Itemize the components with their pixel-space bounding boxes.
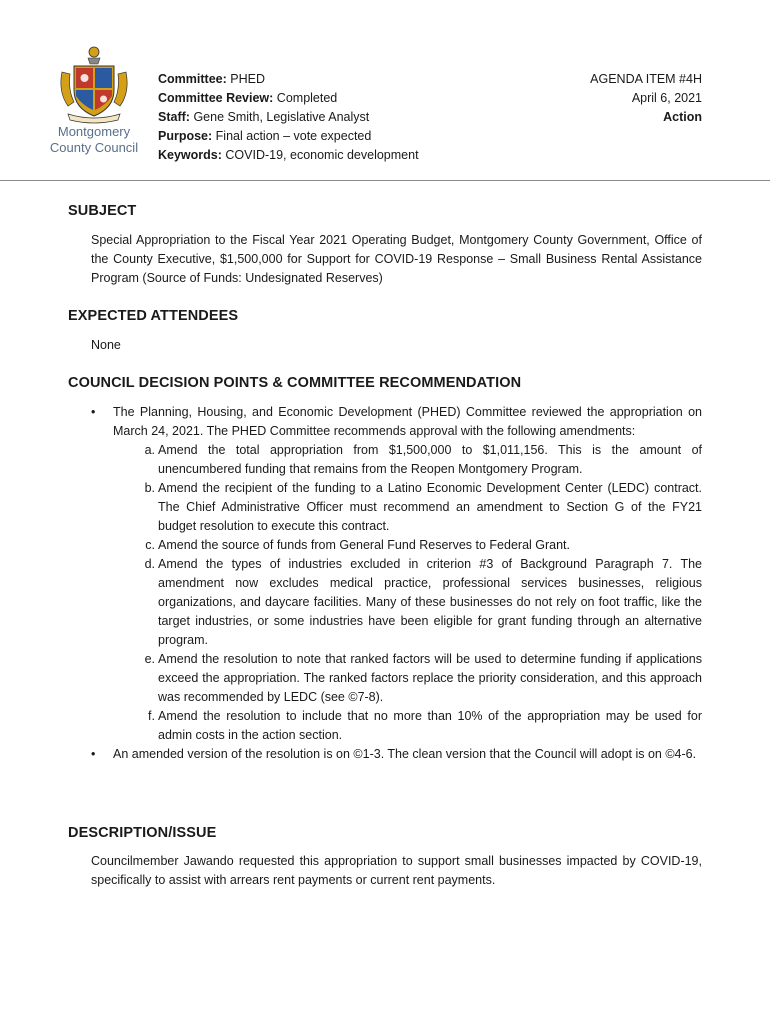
committee-value: PHED	[230, 72, 265, 86]
amendment-item	[113, 707, 702, 745]
keywords-row	[158, 146, 419, 165]
bullet-text: The Planning, Housing, and Economic Development (PHED) Committee reviewed the appropriation on March 24, 2021. The PHED Committee recommends approval with the following amendments:	[113, 405, 702, 438]
council-logo	[44, 42, 144, 156]
review-label: Committee Review:	[158, 91, 274, 105]
amendment-marker: b.	[144, 481, 155, 495]
purpose-label: Purpose:	[158, 129, 213, 143]
purpose-row	[158, 127, 419, 146]
amendment-item	[113, 650, 702, 707]
amendment-item	[113, 441, 702, 479]
amendment-marker: a.	[144, 443, 155, 457]
header-divider	[0, 180, 770, 181]
bullet-symbol: •	[91, 405, 96, 419]
amendment-list	[113, 441, 702, 745]
amendment-marker: e.	[144, 652, 155, 666]
org-name-line1: Montgomery	[57, 124, 131, 139]
county-seal-icon	[54, 42, 134, 124]
amendment-item	[113, 555, 702, 650]
org-name-line2: County Council	[49, 140, 139, 155]
amendment-item	[113, 536, 702, 555]
amendment-text: Amend the total appropriation from $1,500,000 to $1,011,156. This is the amount of unencumbered funding that remains from the Reopen Montgomery Program.	[158, 443, 702, 476]
agenda-date: April 6, 2021	[631, 91, 702, 105]
bullet-symbol: •	[91, 747, 96, 761]
list-item	[91, 745, 702, 764]
amendment-text: Amend the resolution to note that ranked factors will be used to determine funding if applications exceed the appropriation. The ranked factors replace the priority consideration, and this approach was recommended by LEDC (see ©7-8).	[158, 652, 702, 704]
amendment-text: Amend the recipient of the funding to a Latino Economic Development Center (LEDC) contract. The Chief Administrative Officer must recommend an amendment to Section G of the FY21 budget resolution to execute this contract.	[158, 481, 702, 533]
agenda-action: Action	[663, 110, 702, 124]
description-text: Councilmember Jawando requested this appropriation to support small businesses impacted by COVID-19, specifically to assist with arrears rent payments or current rent payments.	[91, 854, 702, 887]
keywords-label: Keywords:	[158, 148, 222, 162]
attendees-heading: EXPECTED ATTENDEES	[68, 308, 239, 324]
description-heading: DESCRIPTION/ISSUE	[68, 825, 217, 841]
amendment-marker: c.	[145, 538, 155, 552]
amendment-item	[113, 479, 702, 536]
agenda-info	[590, 70, 702, 127]
committee-label: Committee:	[158, 72, 227, 86]
amendment-text: Amend the source of funds from General Fund Reserves to Federal Grant.	[158, 538, 571, 552]
bullet-text: An amended version of the resolution is on ©1-3. The clean version that the Council will adopt is on ©4-6.	[113, 747, 697, 761]
staff-value: Gene Smith, Legislative Analyst	[193, 110, 370, 124]
attendees-text: None	[91, 338, 121, 352]
subject-text: Special Appropriation to the Fiscal Year 2021 Operating Budget, Montgomery County Government, Office of the County Executive, $1,500,000 for Support for COVID-19 Response – Small Business Rental Assistance Program (Source of Funds: Undesignated Reserves)	[91, 233, 702, 285]
staff-row	[158, 108, 419, 127]
amendment-text: Amend the resolution to include that no more than 10% of the appropriation may be used for admin costs in the action section.	[158, 709, 702, 742]
staff-label: Staff:	[158, 110, 190, 124]
decision-list	[91, 403, 702, 764]
amendment-marker: d.	[144, 557, 155, 571]
meta-info	[158, 70, 419, 165]
review-value: Completed	[276, 91, 338, 105]
amendment-text: Amend the types of industries excluded in criterion #3 of Background Paragraph 7. The amendment now excludes medical practice, professional services businesses, religious organizations, and daycare facilities. Many of these businesses do not rely on foot traffic, like the target industries, or some industries have been eligible for grant funding through an alternative program.	[158, 557, 702, 647]
keywords-value: COVID-19, economic development	[225, 148, 419, 162]
purpose-value: Final action – vote expected	[215, 129, 372, 143]
decision-heading: COUNCIL DECISION POINTS & COMMITTEE RECOMMENDATION	[68, 375, 522, 391]
list-item	[91, 403, 702, 745]
agenda-item-number: AGENDA ITEM #4H	[590, 72, 702, 86]
amendment-marker: f.	[148, 709, 155, 723]
subject-heading: SUBJECT	[68, 203, 137, 219]
committee-row	[158, 70, 419, 89]
review-row	[158, 89, 419, 108]
